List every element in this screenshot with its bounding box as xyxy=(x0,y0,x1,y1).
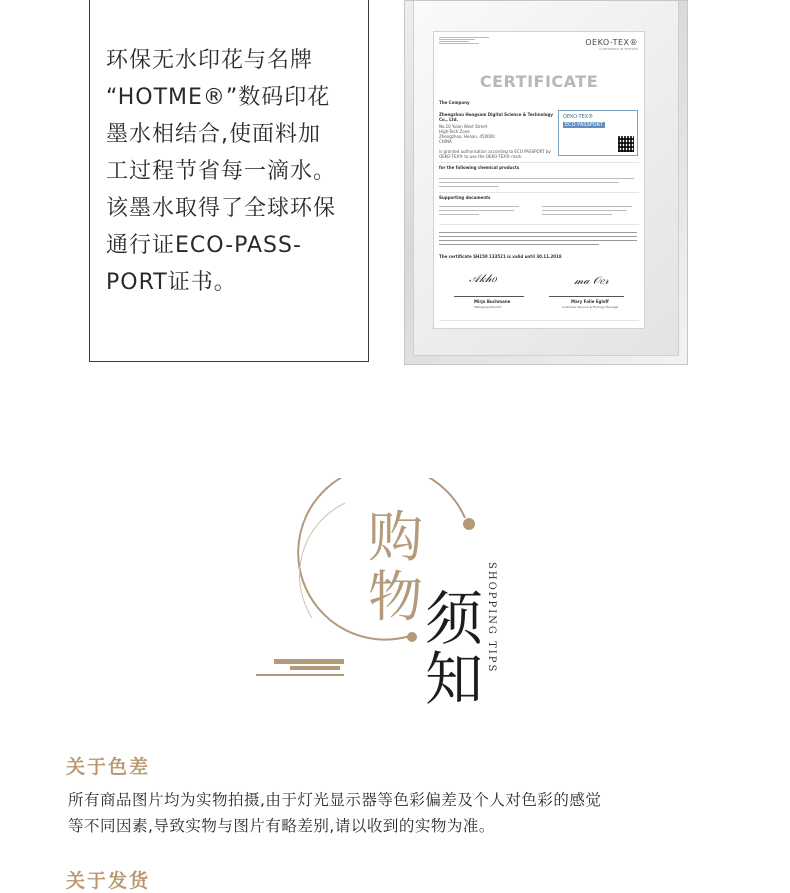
signature-1-icon: 𝒜𝓀𝒽𝑜 xyxy=(469,272,497,285)
intro-line: 环保无水印花与名牌 xyxy=(106,48,314,73)
cert-address-1: No.10 Yulan West Street xyxy=(439,124,488,129)
cert-text-line xyxy=(439,214,479,215)
cert-brand: OEKO-TEX® xyxy=(585,38,638,47)
certificate-frame xyxy=(404,0,688,365)
cert-text-line xyxy=(439,232,637,233)
cert-divider xyxy=(439,192,639,193)
intro-text xyxy=(106,42,364,301)
cert-text-line xyxy=(439,182,619,183)
cert-company-name: Zhengzhou Hongsam Digital Science & Technology Co., Ltd. xyxy=(439,112,553,122)
cert-products-heading: for the following chemical products xyxy=(439,165,520,170)
logo-char-3: 须 xyxy=(425,585,484,653)
cert-text-line xyxy=(542,210,627,211)
certificate-document xyxy=(433,31,645,329)
cert-address-3: Zhengzhou, Henan, 450000 xyxy=(439,134,495,139)
section-title-color: 关于色差 xyxy=(66,756,151,778)
cert-address-2: High-Tech Zone xyxy=(439,129,470,134)
shopping-tips-logo xyxy=(250,478,510,713)
cert-header-lines xyxy=(439,36,489,45)
eco-passport-badge xyxy=(558,110,638,156)
cert-company-heading: The Company xyxy=(439,100,470,105)
intro-line: PORT证书。 xyxy=(106,270,237,295)
logo-char-4: 知 xyxy=(425,645,484,713)
paragraph-line: 等不同因素,导致实物与图片有略差别,请以收到的实物为准。 xyxy=(68,817,495,835)
paragraph-line: 所有商品图片均为实物拍摄,由于灯光显示器等色彩偏差及个人对色彩的感觉 xyxy=(68,791,602,809)
passport-label: ECO PASSPORT xyxy=(565,122,603,128)
cert-text-line xyxy=(542,214,612,215)
signature-2-name: Mary Folie Egloff xyxy=(571,299,609,304)
intro-line: 工过程节省每一滴水。 xyxy=(106,159,337,184)
signature-1-role: Managing Director xyxy=(474,305,502,309)
cert-footer-divider xyxy=(439,320,639,321)
passport-brand: OEKO-TEX® xyxy=(563,114,594,120)
cert-brand-sub: CONFIDENCE IN TEXTILES xyxy=(599,47,638,51)
cert-address-4: CHINA xyxy=(439,139,452,144)
cert-divider xyxy=(439,162,639,163)
section-paragraph-color xyxy=(68,787,728,839)
intro-line: 墨水相结合,使面料加 xyxy=(106,122,321,147)
logo-char-2: 物 xyxy=(368,565,424,629)
cert-text-line xyxy=(439,244,599,245)
logo-vertical-text: SHOPPING TIPS xyxy=(486,562,497,674)
cert-granted-text: is granted authorisation according to ECO PASSPORT by OEKO-TEX® to use the OEKO-TEX® mark xyxy=(439,149,551,159)
signature-2-role: Customer Service & Ecology Manager xyxy=(562,305,619,309)
intro-line: 通行证ECO-PASS- xyxy=(106,233,302,258)
intro-line: 该墨水取得了全球环保 xyxy=(106,196,337,221)
signature-2-icon: 𝓂𝒶 𝒪𝑒𝓇 xyxy=(574,274,609,287)
cert-text-line xyxy=(439,178,634,179)
cert-text-line xyxy=(439,236,637,237)
cert-title: CERTIFICATE xyxy=(479,72,599,91)
cert-supporting-heading: Supporting documents xyxy=(439,195,491,200)
cert-text-line xyxy=(542,206,632,207)
qr-code-icon xyxy=(618,136,634,152)
cert-text-line xyxy=(439,206,519,207)
cert-divider xyxy=(439,224,639,225)
signature-line xyxy=(454,296,524,297)
signature-1-name: Mirjo Buchmann xyxy=(474,299,511,304)
cert-text-line xyxy=(439,240,637,241)
signature-line xyxy=(549,296,624,297)
cert-text-line xyxy=(439,186,499,187)
cert-text-line xyxy=(439,210,514,211)
intro-text-box xyxy=(89,0,369,362)
cert-validity: The certificate SH150 133521 is valid until 30.11.2018 xyxy=(439,254,562,259)
logo-char-1: 购 xyxy=(368,505,424,569)
intro-line: “HOTME®”数码印花 xyxy=(106,85,331,110)
section-title-shipping: 关于发货 xyxy=(66,870,151,892)
